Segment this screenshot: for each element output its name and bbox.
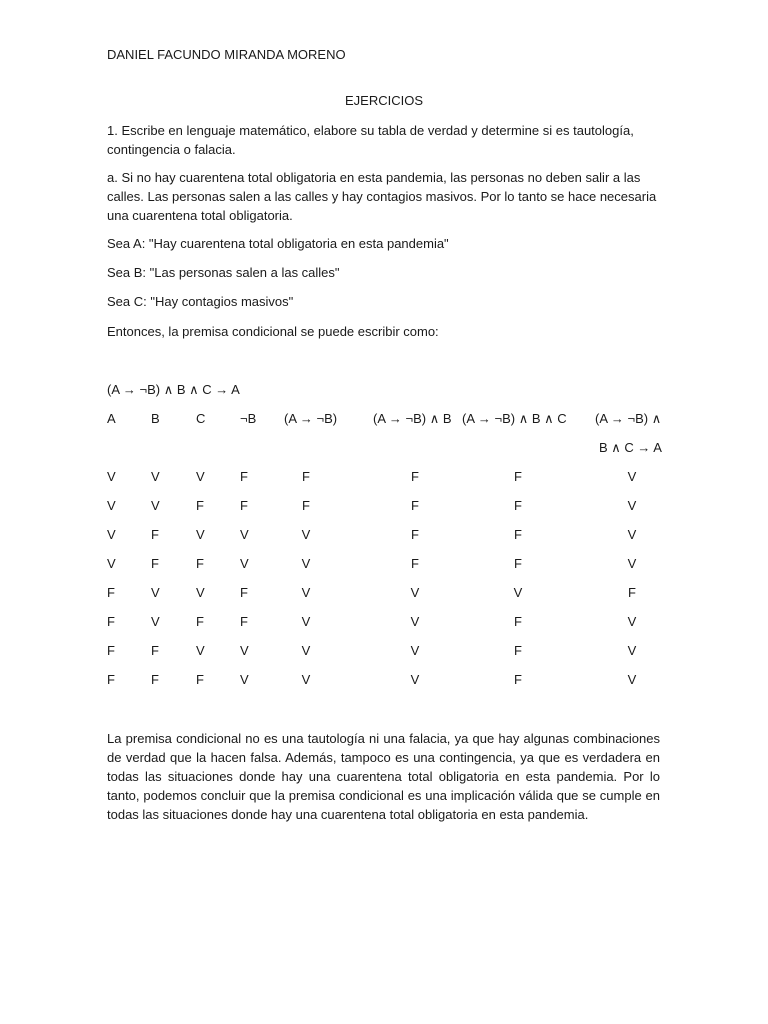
table-cell: F	[107, 614, 115, 629]
table-cell: F	[302, 498, 310, 513]
table-cell: V	[513, 585, 523, 600]
header-b: B	[151, 411, 160, 426]
table-cell: V	[627, 643, 637, 658]
table-cell: V	[627, 556, 637, 571]
table-cell: F	[411, 556, 419, 571]
table-cell: V	[107, 556, 116, 571]
header-implication-and-b-and-c: (A → ¬B) ∧ B ∧ C	[462, 411, 567, 426]
table-cell: V	[151, 469, 160, 484]
header-implication: (A → ¬B)	[284, 411, 338, 426]
table-cell: F	[196, 498, 204, 513]
table-cell: V	[410, 672, 420, 687]
table-cell: F	[628, 585, 636, 600]
table-cell: V	[627, 672, 637, 687]
table-cell: F	[107, 643, 115, 658]
table-cell: V	[301, 672, 311, 687]
table-cell: V	[196, 469, 205, 484]
table-cell: V	[627, 498, 637, 513]
header-premise-line2: B ∧ C → A	[599, 440, 662, 455]
table-cell: F	[514, 498, 522, 513]
table-cell: F	[240, 498, 248, 513]
header-not-b: ¬B	[240, 411, 257, 426]
table-cell: V	[627, 527, 637, 542]
conclusion-paragraph: La premisa condicional no es una tautología ni una falacia, ya que hay algunas combinaciones de verdad que la hacen falsa. Además, tampoco es una contingencia, ya que es verdadera en todas las situaciones donde hay una cuarentena total obligatoria en esta pandemia. Por lo tanto, podemos concluir que la premisa condicional es una implicación válida que se cumple en todas las situaciones donde hay una cuarentena total obligatoria en esta pandemia.	[107, 731, 660, 822]
header-a: A	[107, 411, 116, 426]
table-cell: F	[196, 672, 204, 687]
table-cell: V	[410, 643, 420, 658]
table-cell: V	[301, 585, 311, 600]
table-cell: F	[107, 672, 115, 687]
table-cell: V	[301, 614, 311, 629]
table-cell: V	[196, 527, 205, 542]
table-cell: F	[240, 469, 248, 484]
table-cell: V	[151, 498, 160, 513]
table-cell: F	[411, 527, 419, 542]
table-cell: F	[411, 498, 419, 513]
definition-c: Sea C: "Hay contagios masivos"	[107, 294, 294, 309]
table-cell: F	[514, 556, 522, 571]
table-cell: V	[627, 469, 637, 484]
table-cell: V	[240, 527, 249, 542]
table-cell: F	[240, 614, 248, 629]
table-cell: F	[151, 527, 159, 542]
table-cell: V	[107, 498, 116, 513]
table-cell: V	[107, 469, 116, 484]
table-cell: V	[301, 643, 311, 658]
table-cell: F	[151, 556, 159, 571]
definition-a: Sea A: "Hay cuarentena total obligatoria en esta pandemia"	[107, 236, 449, 251]
table-cell: V	[410, 614, 420, 629]
table-cell: F	[514, 527, 522, 542]
table-cell: V	[627, 614, 637, 629]
table-cell: F	[411, 469, 419, 484]
header-c: C	[196, 411, 206, 426]
table-cell: V	[301, 527, 311, 542]
table-cell: F	[196, 556, 204, 571]
header-premise-line1: (A → ¬B) ∧	[595, 411, 662, 426]
table-cell: F	[514, 469, 522, 484]
table-cell: F	[514, 672, 522, 687]
formula: (A → ¬B) ∧ B ∧ C → A	[107, 382, 240, 397]
table-cell: V	[240, 672, 249, 687]
table-cell: V	[151, 614, 160, 629]
table-cell: F	[240, 585, 248, 600]
table-cell: F	[302, 469, 310, 484]
table-cell: V	[410, 585, 420, 600]
table-cell: V	[240, 556, 249, 571]
table-cell: V	[107, 527, 116, 542]
table-cell: F	[107, 585, 115, 600]
table-cell: V	[196, 643, 205, 658]
exercise-item-a: a. Si no hay cuarentena total obligatoria en esta pandemia, las personas no deben salir a las calles. Las personas salen a las calles y hay contagios masivos. Por lo tanto se hace necesaria una cuarentena total obligatoria.	[107, 170, 657, 223]
table-cell: V	[301, 556, 311, 571]
exercise-statement: 1. Escribe en lenguaje matemático, elabore su tabla de verdad y determine si es tautología, contingencia o falacia.	[107, 123, 634, 157]
table-cell: F	[514, 643, 522, 658]
table-cell: F	[151, 672, 159, 687]
intro-text: Entonces, la premisa condicional se puede escribir como:	[107, 324, 439, 339]
table-cell: F	[196, 614, 204, 629]
header-implication-and-b: (A → ¬B) ∧ B	[373, 411, 452, 426]
table-cell: V	[151, 585, 160, 600]
table-cell: V	[196, 585, 205, 600]
table-cell: F	[514, 614, 522, 629]
table-cell: V	[240, 643, 249, 658]
page-title: EJERCICIOS	[344, 93, 424, 108]
author-name: DANIEL FACUNDO MIRANDA MORENO	[107, 47, 346, 62]
table-cell: F	[151, 643, 159, 658]
definition-b: Sea B: "Las personas salen a las calles"	[107, 265, 340, 280]
